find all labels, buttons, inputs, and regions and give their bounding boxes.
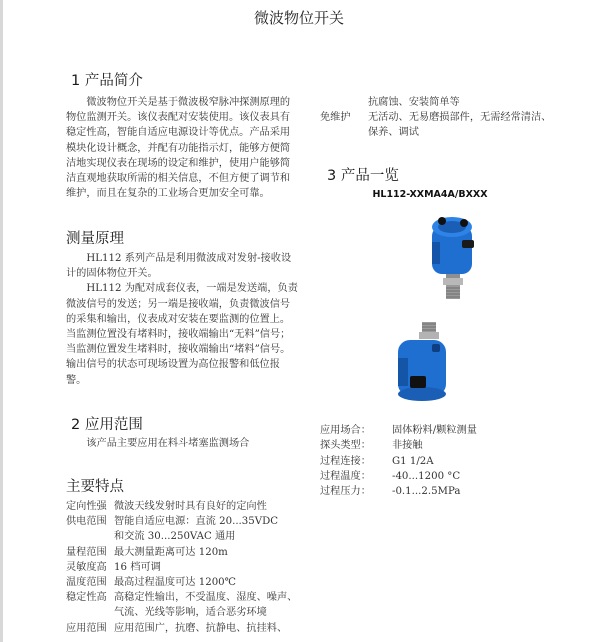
principle-line: 输出信号的状态可现场设置为高位报警和低位报 [66, 359, 280, 371]
spec-row [320, 454, 477, 469]
features-table-continued [320, 95, 551, 141]
section-heading-features: 主要特点 [66, 479, 124, 495]
feature-key: 定向性强 [66, 501, 107, 512]
feature-key: 应用范围 [66, 622, 107, 634]
intro-line: 物位监测开关。该仪表配对安装使用。该仪表具有 [66, 112, 291, 124]
feature-key: 免维护 [320, 112, 351, 124]
spec-value: 固体粉料/颗粒测量 [392, 425, 477, 436]
section-heading-intro: 1 产品简介 [71, 73, 143, 89]
section-heading-application: 2 应用范围 [71, 417, 143, 433]
feature-row [66, 545, 297, 560]
principle-line: 当监测位置没有堵料时，接收端输出“无料”信号； [66, 328, 291, 340]
principle-line: HL112 系列产品是利用微波成对发射-接收设 [66, 253, 292, 264]
spec-table [320, 423, 477, 499]
sensor-image-upper [418, 212, 488, 307]
feature-row [66, 560, 297, 575]
feature-value: 智能自适应电源：直流 20...35VDC [114, 516, 279, 528]
feature-key: 稳定性高 [66, 592, 107, 604]
feature-values [114, 514, 278, 544]
feature-value: 和交流 30...250VAC 通用 [114, 531, 236, 543]
feature-value: 最大测量距离可达 120m [114, 546, 228, 558]
intro-line: 洁地实现仪表在现场的设定和维护，使用户能够简 [66, 157, 291, 169]
intro-line: 模块化设计概念，并配有功能指示灯，能够方便简 [66, 142, 291, 154]
feature-values [114, 560, 161, 575]
application-paragraph [66, 436, 249, 451]
intro-paragraph [66, 95, 290, 201]
page-edge [0, 0, 3, 642]
sensor-image-lower [390, 318, 465, 403]
feature-key: 供电范围 [66, 516, 107, 528]
principle-line: 的采集和输出，仪表成对安装在要监测的位置上。 [66, 313, 291, 325]
feature-row [66, 499, 297, 514]
spec-value: -0.1...2.5MPa [392, 486, 461, 498]
feature-values [114, 499, 267, 514]
feature-values [114, 621, 287, 636]
feature-value: 16 档可调 [114, 561, 161, 573]
principle-line: 当监测位置发生堵料时，接收端输出“堵料”信号。 [66, 344, 291, 356]
feature-row [66, 590, 297, 620]
section-heading-products: 3 产品一览 [327, 168, 399, 184]
principle-line: 警。 [66, 374, 87, 386]
feature-row [66, 514, 297, 544]
feature-value: 应用范围广，抗磨、抗静电、抗挂料、 [114, 622, 288, 634]
spec-row [320, 469, 477, 484]
spec-value: -40...1200 °C [392, 470, 461, 482]
feature-values [114, 575, 236, 590]
spec-value: G1 1/2A [392, 455, 434, 467]
spec-row [320, 484, 477, 499]
feature-value: 最高过程温度可达 1200℃ [114, 577, 237, 589]
feature-key: 量程范围 [66, 546, 107, 558]
feature-row [320, 95, 551, 110]
spec-row [320, 423, 477, 438]
product-model-number: HL112-XXMA4A/BXXX [372, 189, 488, 200]
feature-value: 高稳定性输出，不受温度、湿度、噪声、 [114, 592, 298, 604]
section-heading-principle: 测量原理 [66, 231, 124, 247]
feature-value: 保养、调试 [368, 127, 419, 139]
feature-value: 气流、光线等影响，适合恶劣环境 [114, 607, 267, 619]
feature-row [66, 575, 297, 590]
feature-value: 抗腐蚀、安装简单等 [368, 97, 460, 108]
feature-key [320, 95, 368, 110]
principle-paragraph [66, 251, 298, 388]
page-title: 微波物位开关 [253, 9, 344, 27]
spec-key: 过程连接： [320, 455, 371, 467]
features-table [66, 499, 297, 636]
spec-row [320, 438, 477, 453]
spec-value: 非接触 [392, 440, 423, 452]
application-line: 该产品主要应用在料斗堵塞监测场合 [66, 438, 250, 449]
feature-value: 无活动、无易磨损部件，无需经常清洁、 [368, 112, 552, 124]
feature-values [114, 545, 228, 560]
feature-value: 微波天线发射时具有良好的定向性 [114, 501, 267, 512]
principle-line: 计的固体物位开关。 [66, 268, 158, 280]
intro-line: 稳定性高，智能自适应电源设计等优点。产品采用 [66, 127, 291, 139]
intro-line: 洁直观地获取所需的相关信息，不但方便了调节和 [66, 172, 291, 184]
feature-values [368, 110, 551, 140]
intro-line: 维护，而且在复杂的工业场合更加安全可靠。 [66, 188, 270, 200]
feature-key: 温度范围 [66, 577, 107, 589]
principle-line: 微波信号的发送；另一端是接收端，负责微波信号 [66, 298, 291, 310]
spec-key: 探头类型： [320, 440, 371, 452]
feature-values [114, 590, 297, 620]
spec-key: 过程温度： [320, 470, 371, 482]
feature-values [368, 95, 460, 110]
principle-line: HL112 为配对成套仪表，一端是发送端，负责 [66, 283, 298, 295]
feature-row [66, 621, 297, 636]
spec-key: 过程压力： [320, 486, 371, 498]
spec-key: 应用场合： [320, 425, 371, 436]
feature-key: 灵敏度高 [66, 561, 107, 573]
intro-line: 微波物位开关是基于微波极窄脉冲探测原理的 [66, 97, 291, 108]
feature-row [320, 110, 551, 140]
